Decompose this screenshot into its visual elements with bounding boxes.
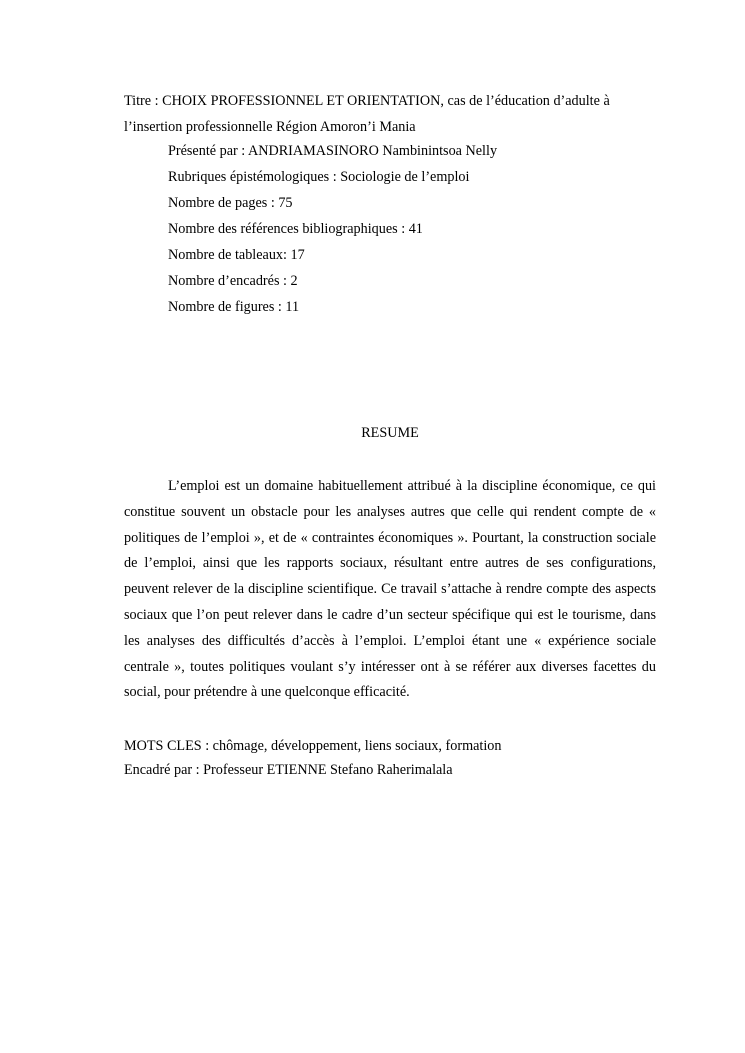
resume-heading: RESUME bbox=[361, 425, 419, 441]
abstract-paragraph: L’emploi est un domaine habituellement attribué à la discipline économique, ce qui constitue souvent un obstacle pour les analyses autres que celle qui rendent compte de « politiques de l’emploi », et de « contraintes économiques ». Pourtant, la construction sociale de l’emploi, ainsi que les rapports sociaux, résultant entre autres de ses configurations, peuvent relever de la discipline scientifique. Ce travail s’attache à rendre compte des aspects sociaux que l’on peut relever dans le cadre d’un secteur spécifique qui est le tourisme, dans les analyses des difficultés d’accès à l’emploi. L’emploi étant une « expérience sociale centrale », toutes politiques voulant s’y intéresser ont à se référer aux diverses facettes du social, pour prétendre à une quelconque efficacité. bbox=[124, 478, 656, 701]
box-count-line: Nombre d’encadrés : 2 bbox=[168, 273, 298, 289]
reference-count-line: Nombre des références bibliographiques : 41 bbox=[168, 221, 423, 237]
figure-count-line: Nombre de figures : 11 bbox=[168, 299, 300, 315]
supervisor-line: Encadré par : Professeur ETIENNE Stefano Raherimalala bbox=[124, 762, 453, 778]
table-count-line: Nombre de tableaux: 17 bbox=[168, 247, 305, 263]
page-count-line: Nombre de pages : 75 bbox=[168, 195, 293, 211]
document-metadata bbox=[168, 138, 648, 320]
keywords-block bbox=[124, 734, 656, 782]
document-title: Titre : CHOIX PROFESSIONNEL ET ORIENTATION, cas de l’éducation d’adulte à l’insertion professionnelle Région Amoron’i Mania bbox=[124, 93, 610, 135]
keywords-line: MOTS CLES : chômage, développement, liens sociaux, formation bbox=[124, 738, 502, 754]
rubrics-line: Rubriques épistémologiques : Sociologie de l’emploi bbox=[168, 169, 470, 185]
author-line: Présenté par : ANDRIAMASINORO Nambinintsoa Nelly bbox=[168, 143, 498, 159]
